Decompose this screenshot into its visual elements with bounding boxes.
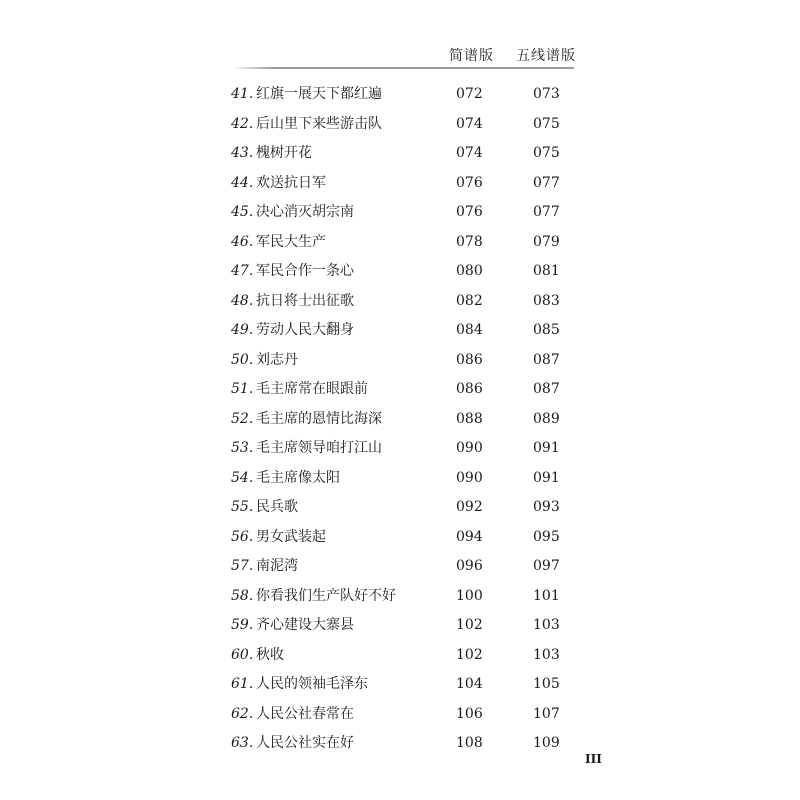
entry-jianpu-page: 088 — [456, 410, 483, 427]
entry-number: 43. — [231, 145, 254, 161]
toc-entry — [0, 287, 800, 317]
entry-wuxianpu-page: 097 — [533, 558, 560, 574]
toc-entry — [0, 198, 800, 228]
entry-number: 62. — [231, 705, 254, 722]
entry-number: 53. — [231, 440, 254, 456]
entry-jianpu-page: 080 — [456, 263, 483, 279]
entry-number: 46. — [231, 233, 254, 250]
toc-entry — [0, 169, 800, 199]
entry-title: 劳动人民大翻身 — [256, 322, 354, 338]
toc-entry — [0, 493, 800, 523]
entry-number: 63. — [231, 735, 254, 751]
toc-entry — [0, 464, 800, 494]
entry-title: 秋收 — [256, 646, 284, 663]
entry-number: 59. — [231, 617, 254, 633]
entry-jianpu-page: 076 — [456, 174, 483, 191]
toc-entry — [0, 375, 800, 405]
entry-number: 55. — [231, 499, 254, 515]
entry-wuxianpu-page: 087 — [533, 351, 560, 368]
entry-jianpu-page: 092 — [456, 499, 483, 515]
entry-number: 57. — [231, 558, 254, 574]
entry-wuxianpu-page: 091 — [533, 440, 560, 456]
entry-title: 齐心建设大寨县 — [256, 617, 354, 633]
entry-wuxianpu-page: 075 — [533, 115, 560, 132]
entry-jianpu-page: 086 — [456, 351, 483, 368]
entry-title: 人民公社春常在 — [256, 705, 354, 722]
entry-wuxianpu-page: 081 — [533, 263, 560, 279]
table-of-contents — [0, 80, 800, 759]
toc-entry — [0, 228, 800, 258]
entry-wuxianpu-page: 087 — [533, 381, 560, 397]
entry-jianpu-page: 084 — [456, 322, 483, 338]
entry-wuxianpu-page: 091 — [533, 469, 560, 486]
toc-entry — [0, 523, 800, 553]
header-divider — [232, 67, 574, 69]
toc-entry — [0, 552, 800, 582]
entry-number: 58. — [231, 587, 254, 604]
entry-number: 49. — [231, 322, 254, 338]
entry-wuxianpu-page: 089 — [533, 410, 560, 427]
entry-number: 47. — [231, 263, 254, 279]
entry-title: 民兵歌 — [256, 499, 298, 515]
entry-wuxianpu-page: 101 — [533, 587, 560, 604]
entry-jianpu-page: 100 — [456, 587, 483, 604]
entry-wuxianpu-page: 075 — [533, 145, 560, 161]
toc-entry — [0, 434, 800, 464]
entry-number: 42. — [231, 115, 254, 132]
toc-entry — [0, 582, 800, 612]
entry-jianpu-page: 074 — [456, 115, 483, 132]
entry-title: 毛主席常在眼跟前 — [256, 381, 368, 397]
entry-number: 41. — [231, 86, 254, 102]
entry-number: 54. — [231, 469, 254, 486]
entry-number: 51. — [231, 381, 254, 397]
entry-title: 军民大生产 — [256, 233, 326, 250]
toc-entry — [0, 139, 800, 169]
entry-wuxianpu-page: 077 — [533, 204, 560, 220]
entry-title: 人民公社实在好 — [256, 735, 354, 751]
entry-jianpu-page: 090 — [456, 440, 483, 456]
entry-jianpu-page: 090 — [456, 469, 483, 486]
entry-wuxianpu-page: 077 — [533, 174, 560, 191]
entry-wuxianpu-page: 085 — [533, 322, 560, 338]
entry-wuxianpu-page: 073 — [533, 86, 560, 102]
entry-title: 你看我们生产队好不好 — [256, 587, 396, 604]
entry-title: 男女武装起 — [256, 528, 326, 545]
entry-title: 红旗一展天下都红遍 — [256, 86, 382, 102]
entry-number: 61. — [231, 676, 254, 692]
entry-jianpu-page: 072 — [456, 86, 483, 102]
entry-title: 南泥湾 — [256, 558, 298, 574]
toc-entry — [0, 641, 800, 671]
entry-number: 44. — [231, 174, 254, 191]
jianpu-column-heading: 简谱版 — [449, 48, 494, 64]
entry-title: 毛主席的恩情比海深 — [256, 410, 382, 427]
entry-number: 45. — [231, 204, 254, 220]
toc-entry — [0, 257, 800, 287]
toc-entry — [0, 316, 800, 346]
entry-jianpu-page: 094 — [456, 528, 483, 545]
entry-title: 毛主席领导咱打江山 — [256, 440, 382, 456]
entry-wuxianpu-page: 109 — [533, 735, 560, 751]
toc-entry — [0, 110, 800, 140]
entry-title: 人民的领袖毛泽东 — [256, 676, 368, 692]
toc-entry — [0, 700, 800, 730]
entry-wuxianpu-page: 079 — [533, 233, 560, 250]
wuxianpu-column-heading: 五线谱版 — [516, 48, 576, 64]
toc-entry — [0, 346, 800, 376]
entry-jianpu-page: 106 — [456, 705, 483, 722]
entry-number: 48. — [231, 292, 254, 309]
toc-entry — [0, 80, 800, 110]
entry-wuxianpu-page: 103 — [533, 617, 560, 633]
entry-title: 军民合作一条心 — [256, 263, 354, 279]
entry-wuxianpu-page: 105 — [533, 676, 560, 692]
entry-jianpu-page: 108 — [456, 735, 483, 751]
entry-jianpu-page: 078 — [456, 233, 483, 250]
toc-entry — [0, 611, 800, 641]
entry-jianpu-page: 096 — [456, 558, 483, 574]
entry-wuxianpu-page: 107 — [533, 705, 560, 722]
entry-title: 抗日将士出征歌 — [256, 292, 354, 309]
toc-header — [0, 45, 800, 65]
toc-entry — [0, 405, 800, 435]
entry-jianpu-page: 076 — [456, 204, 483, 220]
entry-number: 52. — [231, 410, 254, 427]
toc-entry — [0, 670, 800, 700]
entry-jianpu-page: 082 — [456, 292, 483, 309]
entry-jianpu-page: 086 — [456, 381, 483, 397]
entry-wuxianpu-page: 093 — [533, 499, 560, 515]
entry-title: 后山里下来些游击队 — [256, 115, 382, 132]
entry-title: 毛主席像太阳 — [256, 469, 340, 486]
entry-wuxianpu-page: 083 — [533, 292, 560, 309]
entry-jianpu-page: 104 — [456, 676, 483, 692]
entry-wuxianpu-page: 103 — [533, 646, 560, 663]
entry-title: 决心消灭胡宗南 — [256, 204, 354, 220]
page-number: III — [585, 752, 602, 766]
entry-number: 56. — [231, 528, 254, 545]
entry-jianpu-page: 102 — [456, 617, 483, 633]
entry-title: 刘志丹 — [256, 351, 298, 368]
toc-entry — [0, 729, 800, 759]
entry-title: 槐树开花 — [256, 145, 312, 161]
entry-jianpu-page: 074 — [456, 145, 483, 161]
entry-number: 50. — [231, 351, 254, 368]
entry-wuxianpu-page: 095 — [533, 528, 560, 545]
entry-jianpu-page: 102 — [456, 646, 483, 663]
entry-title: 欢送抗日军 — [256, 174, 326, 191]
entry-number: 60. — [231, 646, 254, 663]
